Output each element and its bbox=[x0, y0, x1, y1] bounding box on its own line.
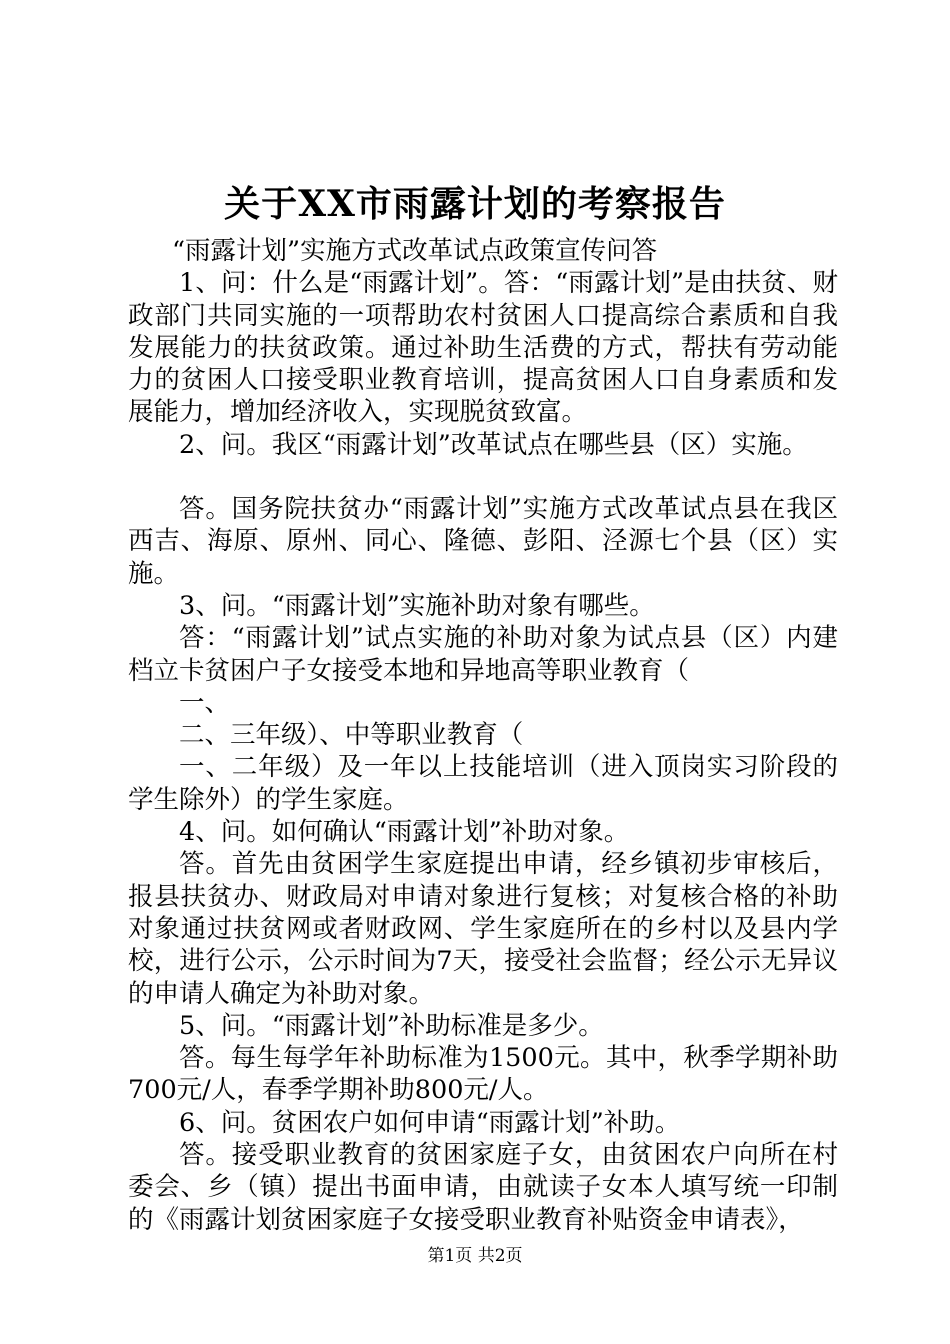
paragraph-a6: 答。接受职业教育的贫困家庭子女，由贫困农户向所在村委会、乡（镇）提出书面申请，由就读子女本人填写统一印制的《雨露计划贫困家庭子女接受职业教育补贴资金申请表》， bbox=[128, 1140, 838, 1235]
paragraph-q6: 6、问。贫困农户如何申请“雨露计划”补助。 bbox=[179, 1107, 681, 1138]
paragraph-a3-part3: 二、三年级）、中等职业教育（ bbox=[179, 720, 524, 751]
paragraph-a3: 答：“雨露计划”试点实施的补助对象为试点县（区）内建档立卡贫困户子女接受本地和异地高等职业教育（ bbox=[128, 623, 838, 686]
paragraph-q5: 5、问。“雨露计划”补助标准是多少。 bbox=[179, 1010, 604, 1041]
paragraph-a3-part2: 一、 bbox=[179, 687, 231, 718]
paragraph-q4: 4、问。如何确认“雨露计划”补助对象。 bbox=[179, 817, 630, 848]
paragraph-a2: 答。国务院扶贫办“雨露计划”实施方式改革试点县在我区西吉、海原、原州、同心、隆德、彭阳、泾源七个县（区）实施。 bbox=[128, 494, 838, 589]
document-body bbox=[128, 235, 838, 1236]
document-subtitle: “雨露计划”实施方式改革试点政策宣传问答 bbox=[172, 236, 658, 266]
paragraph-q1: 1、问：什么是“雨露计划”。答：“雨露计划”是由扶贫、财政部门共同实施的一项帮助农村贫困人口提高综合素质和自我发展能力的扶贫政策。通过补助生活费的方式，帮扶有劳动能力的贫困人口接受职业教育培训，提高贫困人口自身素质和发展能力，增加经济收入，实现脱贫致富。 bbox=[128, 268, 838, 428]
paragraph-a5: 答。每生每学年补助标准为1500元。其中，秋季学期补助700元/人，春季学期补助800元/人。 bbox=[128, 1043, 838, 1106]
paragraph-a3-part4: 一、二年级）及一年以上技能培训（进入顶岗实习阶段的学生除外）的学生家庭。 bbox=[128, 752, 838, 815]
paragraph-a4: 答。首先由贫困学生家庭提出申请，经乡镇初步审核后，报县扶贫办、财政局对申请对象进行复核；对复核合格的补助对象通过扶贫网或者财政网、学生家庭所在的乡村以及县内学校，进行公示，公示时间为7天，接受社会监督；经公示无异议的申请人确定为补助对象。 bbox=[128, 849, 838, 1009]
document-title: 关于XX市雨露计划的考察报告 bbox=[224, 183, 726, 225]
page-number-footer: 第1页 共2页 bbox=[427, 1246, 523, 1266]
paragraph-q2: 2、问。我区“雨露计划”改革试点在哪些县（区）实施。 bbox=[179, 429, 808, 460]
paragraph-q3: 3、问。“雨露计划”实施补助对象有哪些。 bbox=[179, 590, 655, 621]
